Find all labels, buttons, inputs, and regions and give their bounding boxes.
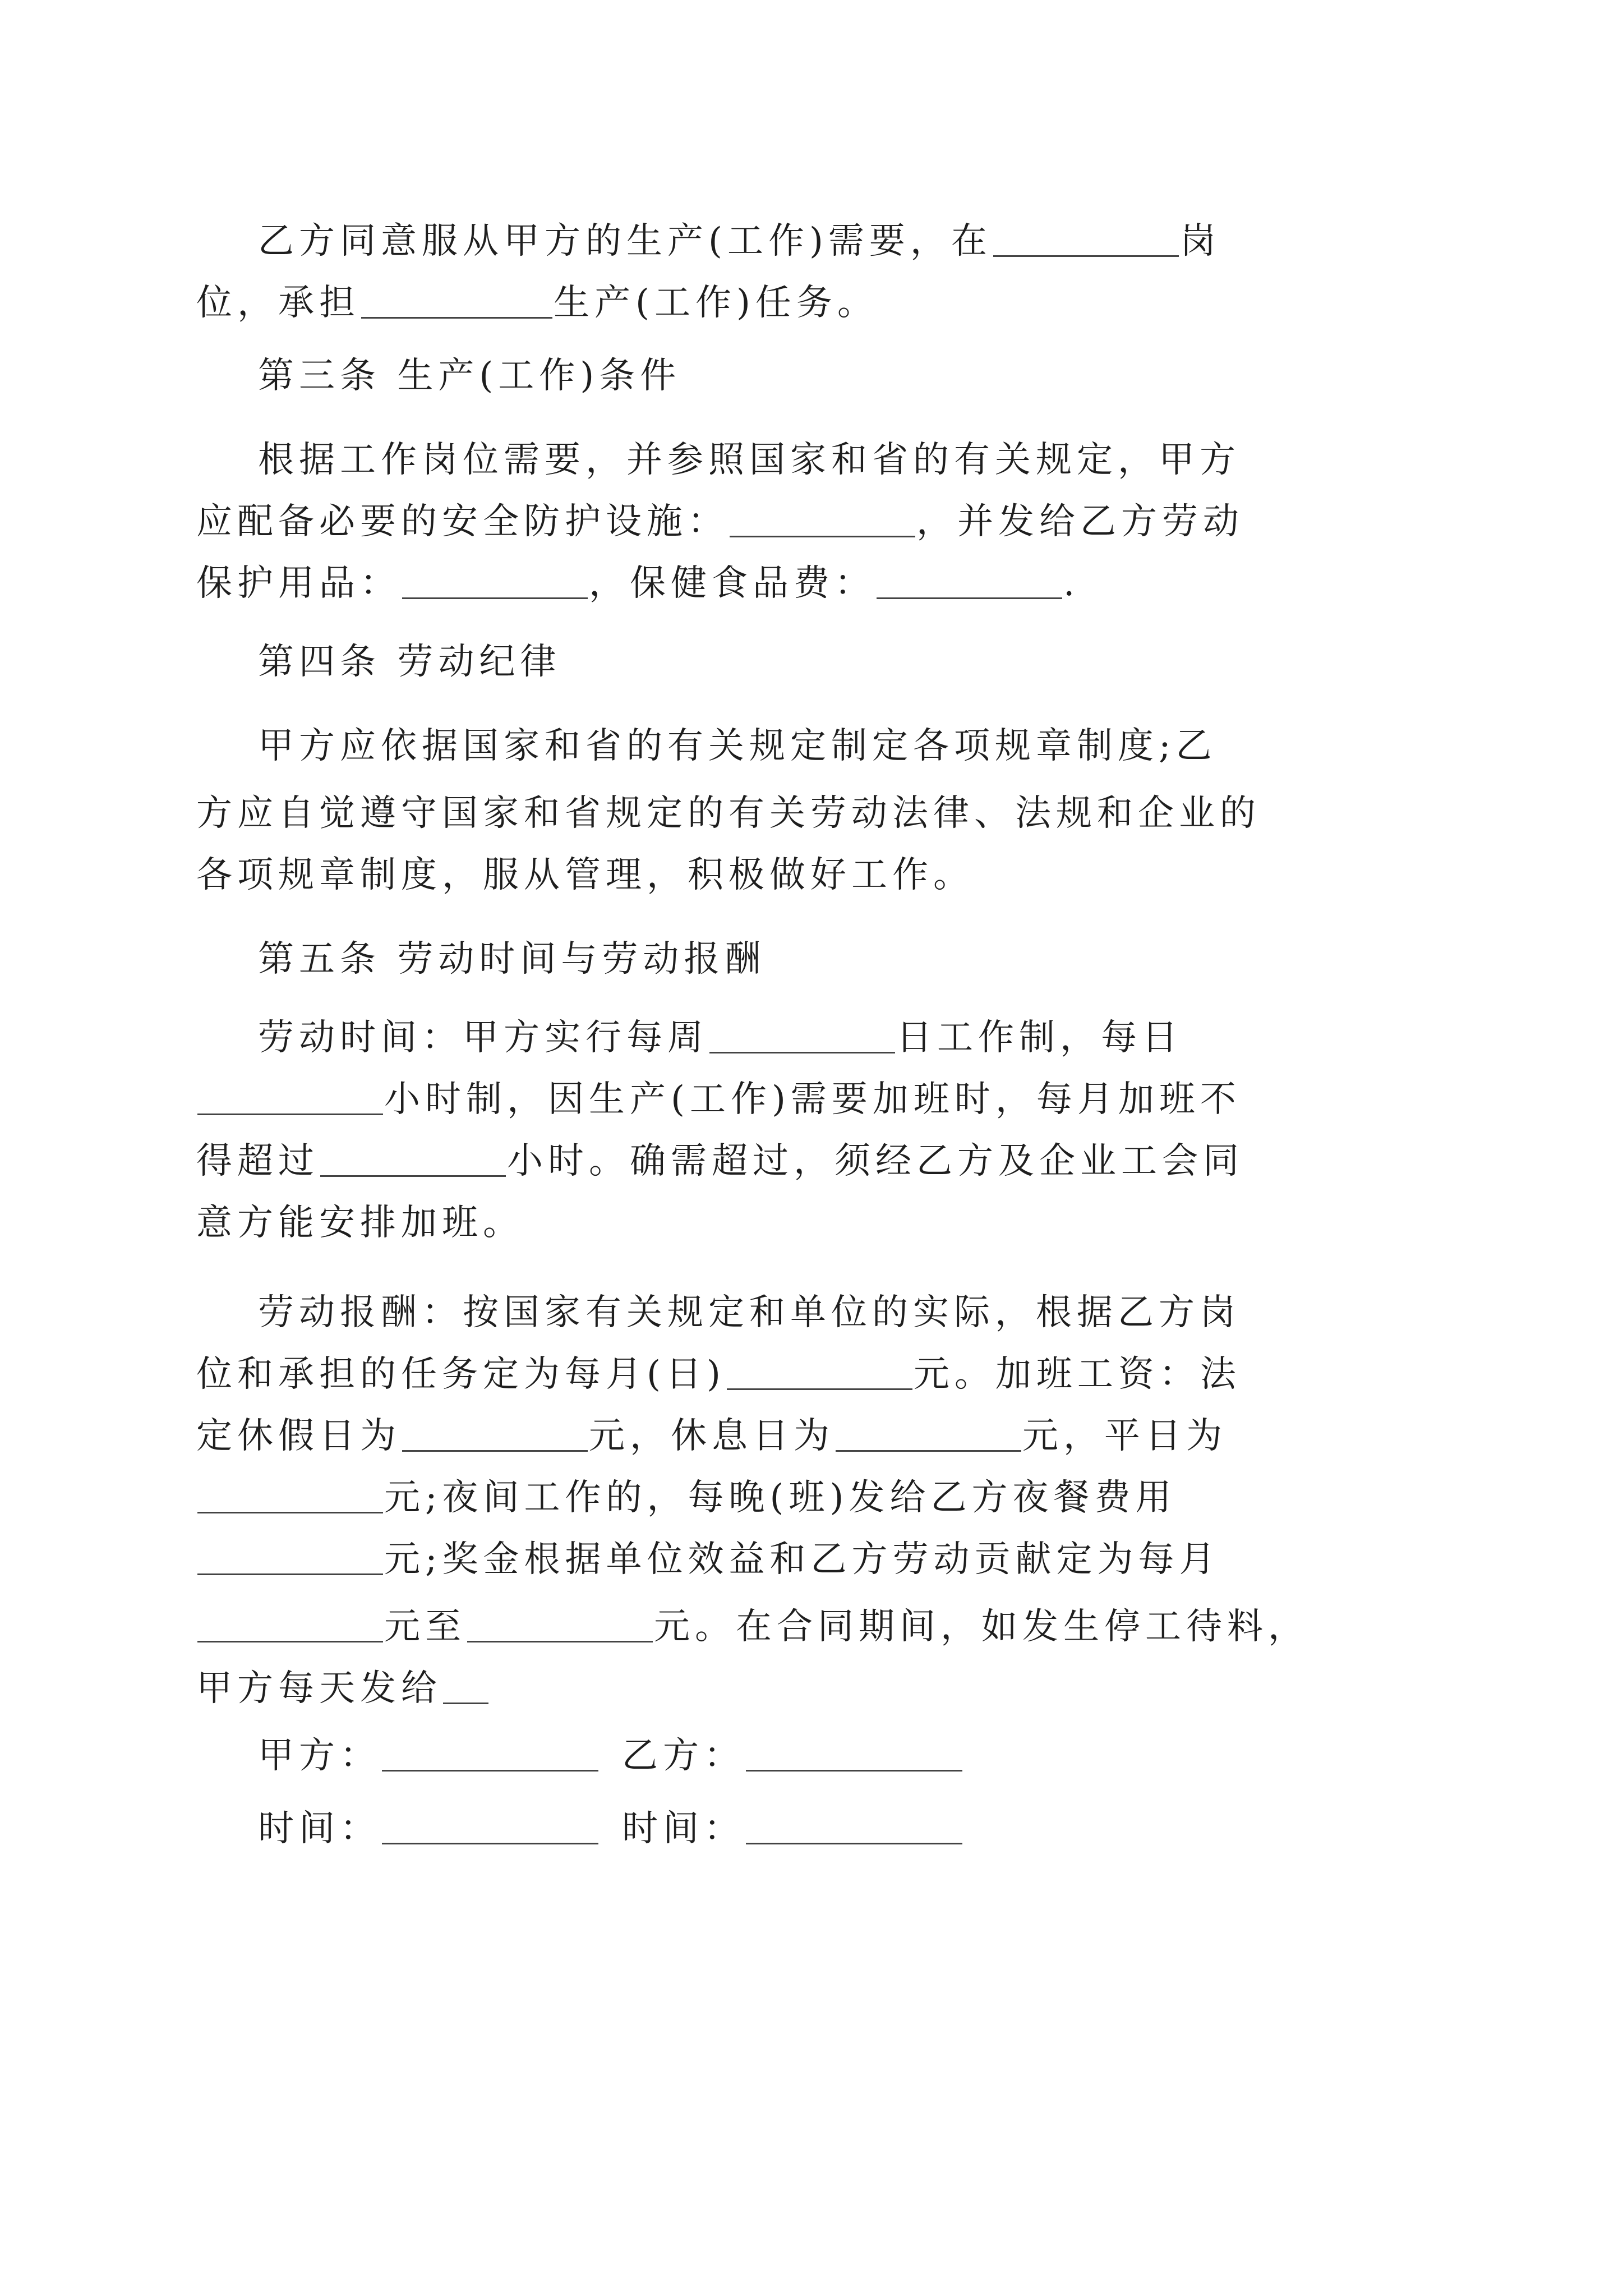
- text-line: [196, 785, 1380, 841]
- text-line: [196, 1133, 1380, 1189]
- text-line: [196, 555, 1380, 611]
- fill-in-blank[interactable]: [992, 213, 1180, 269]
- line-text: 小时制，因生产(工作)需要加班时，每月加班不: [384, 1079, 1241, 1120]
- line-text: 时间：: [622, 1808, 745, 1849]
- fill-in-blank[interactable]: [381, 1728, 600, 1784]
- line-text: 方应自觉遵守国家和省规定的有关劳动法律、法规和企业的: [196, 793, 1261, 834]
- line-text: 各项规章制度，服从管理，积极做好工作。: [196, 854, 974, 896]
- text-line: [196, 1195, 1380, 1251]
- line-text: 乙方同意服从甲方的生产(工作)需要，在: [258, 220, 992, 262]
- fill-in-blank[interactable]: [381, 1801, 600, 1857]
- line-text: 甲方：: [258, 1735, 381, 1777]
- text-line: [196, 1531, 1380, 1588]
- line-text: 元至: [384, 1606, 466, 1648]
- text-line: [258, 718, 1380, 774]
- line-text: 甲方应依据国家和省的有关规定制定各项规章制度;乙: [258, 725, 1217, 767]
- line-text: 元;奖金根据单位效益和乙方劳动贡献定为每月: [384, 1539, 1220, 1580]
- line-text: 劳动报酬：按国家有关规定和单位的实际，根据乙方岗: [258, 1292, 1241, 1333]
- text-line: [258, 432, 1380, 488]
- line-text: 元。加班工资：法: [913, 1354, 1241, 1395]
- line-text: 劳动时间：甲方实行每周: [258, 1017, 708, 1059]
- text-line: [196, 1660, 1380, 1717]
- fill-in-blank[interactable]: [196, 1531, 384, 1588]
- line-text: 得超过: [196, 1140, 319, 1182]
- fill-in-blank[interactable]: [196, 1599, 384, 1655]
- line-text: ，并发给乙方劳动: [916, 501, 1244, 542]
- fill-in-blank[interactable]: [401, 555, 589, 611]
- line-text: 位和承担的任务定为每月(日): [196, 1354, 726, 1395]
- line-text: 元。在合同期间，如发生停工待料，: [654, 1606, 1309, 1648]
- line-text: 意方能安排加班。: [196, 1202, 524, 1244]
- text-line: [258, 634, 1380, 690]
- line-text: 元;夜间工作的，每晚(班)发给乙方夜餐费用: [384, 1477, 1177, 1519]
- fill-in-blank[interactable]: [875, 555, 1063, 611]
- text-line: [196, 494, 1380, 550]
- text-line: [258, 1285, 1380, 1341]
- fill-in-blank[interactable]: [708, 1010, 896, 1066]
- line-text: 时间：: [258, 1808, 381, 1849]
- fill-in-blank[interactable]: [401, 1408, 589, 1464]
- fill-in-blank[interactable]: [196, 1071, 384, 1128]
- line-text: 日工作制，每日: [896, 1017, 1183, 1059]
- fill-in-blank[interactable]: [196, 1470, 384, 1526]
- line-text: 定休假日为: [196, 1415, 401, 1457]
- text-line: [258, 348, 1380, 404]
- line-text: 元，休息日为: [589, 1415, 834, 1457]
- fill-in-blank[interactable]: [442, 1660, 490, 1717]
- fill-in-blank[interactable]: [466, 1599, 654, 1655]
- text-line: [258, 213, 1380, 269]
- text-line: [196, 1346, 1380, 1402]
- fill-in-blank[interactable]: [728, 494, 916, 550]
- line-text: 应配备必要的安全防护设施：: [196, 501, 728, 542]
- text-line: [196, 1599, 1380, 1655]
- line-text: 岗: [1179, 220, 1221, 262]
- text-line: [196, 1470, 1380, 1526]
- fill-in-blank[interactable]: [745, 1801, 963, 1857]
- fill-in-blank[interactable]: [360, 275, 554, 331]
- line-text: ，保健食品费：: [589, 563, 875, 604]
- line-text: 甲方每天发给: [196, 1668, 442, 1709]
- line-text: 乙方：: [622, 1735, 745, 1777]
- line-text: 位，承担: [196, 282, 360, 324]
- text-line: [258, 1801, 1380, 1857]
- text-line: [258, 1010, 1380, 1066]
- line-text: 保护用品：: [196, 563, 401, 604]
- line-text: 第五条 劳动时间与劳动报酬: [258, 938, 766, 980]
- line-text: 小时。确需超过，须经乙方及企业工会同: [507, 1140, 1244, 1182]
- line-text: 第四条 劳动纪律: [258, 641, 561, 683]
- fill-in-blank[interactable]: [726, 1346, 914, 1402]
- text-line: [258, 1728, 1380, 1784]
- line-text: 第三条 生产(工作)条件: [258, 355, 681, 397]
- line-text: .: [1063, 563, 1080, 604]
- text-line: [196, 275, 1380, 331]
- fill-in-blank[interactable]: [319, 1133, 507, 1189]
- line-text: 根据工作岗位需要，并参照国家和省的有关规定，甲方: [258, 439, 1241, 481]
- text-line: [196, 847, 1380, 903]
- fill-in-blank[interactable]: [834, 1408, 1022, 1464]
- fill-in-blank[interactable]: [745, 1728, 963, 1784]
- text-line: [196, 1408, 1380, 1464]
- text-line: [196, 1071, 1380, 1128]
- line-text: 生产(工作)任务。: [554, 282, 878, 324]
- line-text: 元，平日为: [1022, 1415, 1227, 1457]
- text-line: [258, 931, 1380, 987]
